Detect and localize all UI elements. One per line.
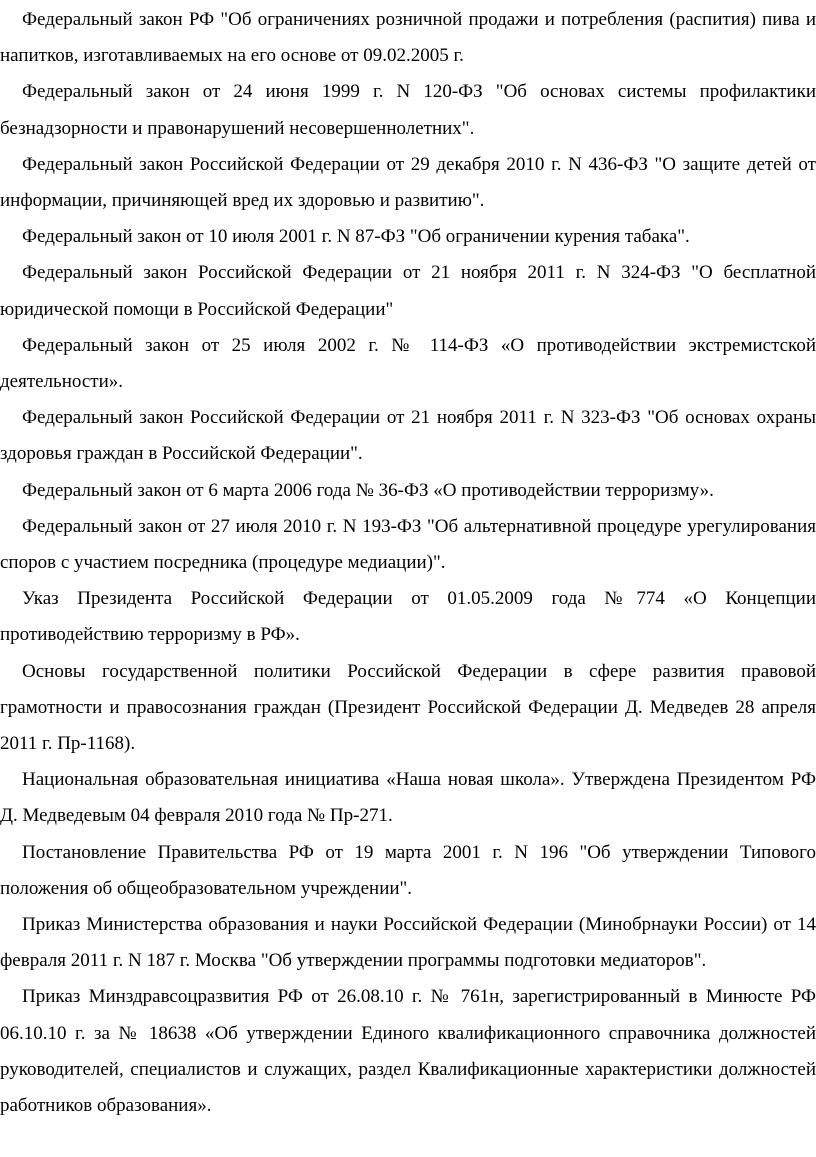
list-item: Постановление Правительства РФ от 19 марта 2001 г. N 196 "Об утверждении Типового положения об общеобразовательном учреждении". — [0, 841, 816, 899]
list-item: Основы государственной политики Российской Федерации в сфере развития правовой грамотности и правосознания граждан (Президент Российской Федерации Д. Медведев 28 апреля 2011 г. Пр-1168). — [0, 660, 816, 755]
list-item: Приказ Министерства образования и науки Российской Федерации (Минобрнауки России) от 14 февраля 2011 г. N 187 г. Москва "Об утверждении программы подготовки медиаторов". — [0, 914, 816, 972]
list-item: Федеральный закон от 6 марта 2006 года № 36-ФЗ «О противодействии терроризму». — [22, 479, 714, 501]
list-item: Федеральный закон Российской Федерации от 21 ноября 2011 г. N 323-ФЗ "Об основах охраны здоровья граждан в Российской Федерации". — [0, 407, 816, 465]
list-item: Федеральный закон Российской Федерации от 29 декабря 2010 г. N 436-ФЗ "О защите детей от информации, причиняющей вред их здоровью и развитию". — [0, 153, 816, 212]
list-item: Федеральный закон от 24 июня 1999 г. N 120-ФЗ "Об основах системы профилактики безнадзорности и правонарушений несовершеннолетних". — [0, 81, 816, 139]
list-item: Федеральный закон от 27 июля 2010 г. N 193-ФЗ "Об альтернативной процедуре урегулирования споров с участием посредника (процедуре медиации)". — [0, 515, 816, 574]
list-item: Приказ Минздравсоцразвития РФ от 26.08.10 г. № 761н, зарегистрированный в Минюсте РФ 06.10.10 г. за № 18638 «Об утверждении Единого квалификационного справочника должностей руководителей, специалистов и служащих, раздел Квалификационные характеристики должностей работников образования». — [0, 986, 816, 1117]
list-item: Национальная образовательная инициатива «Наша новая школа». Утверждена Президентом РФ Д. Медведевым 04 февраля 2010 года № Пр-271. — [0, 769, 816, 827]
list-item: Федеральный закон Российской Федерации от 21 ноября 2011 г. N 324-ФЗ "О бесплатной юридической помощи в Российской Федерации" — [0, 262, 816, 320]
list-item: Федеральный закон от 25 июля 2002 г. № 114-ФЗ «О противодействии экстремистской деятельности». — [0, 334, 816, 393]
list-item: Федеральный закон от 10 июля 2001 г. N 87-ФЗ "Об ограничении курения табака". — [22, 226, 690, 248]
list-item: Указ Президента Российской Федерации от 01.05.2009 года №774 «О Концепции противодействию терроризму в РФ». — [0, 588, 816, 646]
list-item: Федеральный закон РФ "Об ограничениях розничной продажи и потребления (распития) пива и напитков, изготавливаемых на его основе от 09.02.2005 г. — [0, 9, 816, 67]
